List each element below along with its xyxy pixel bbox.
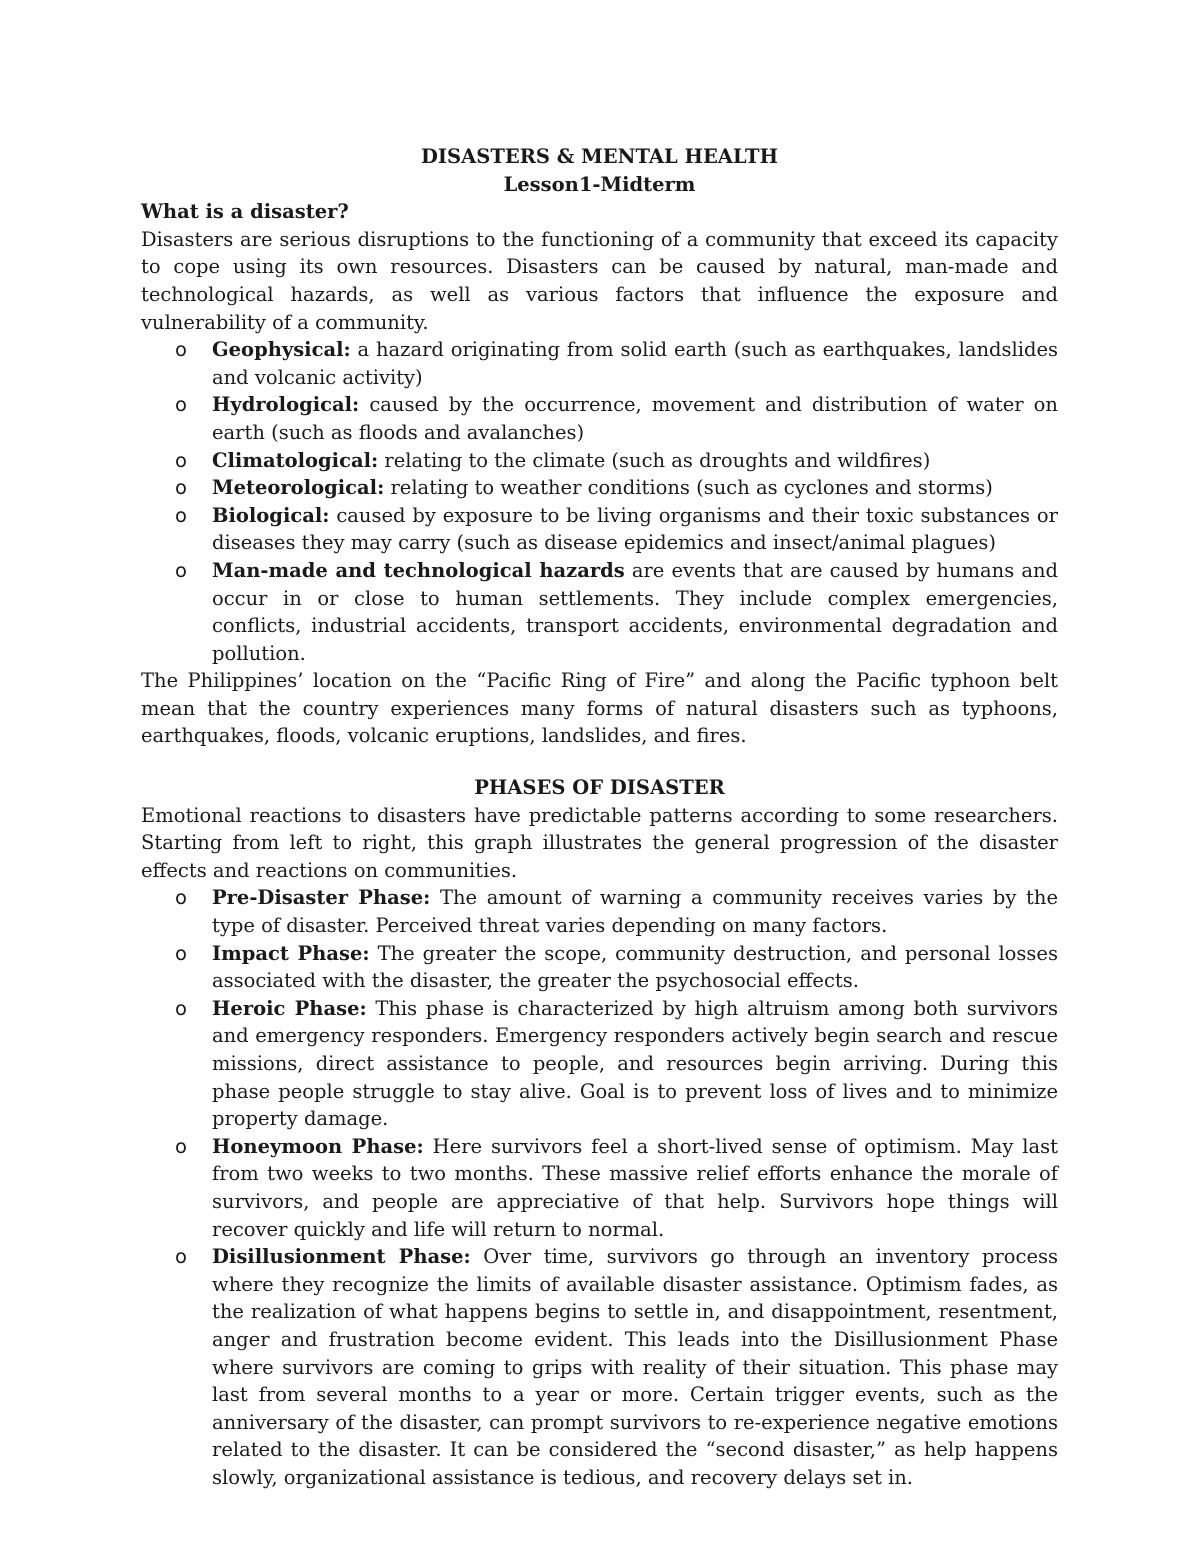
list-item-term: Pre-Disaster Phase: bbox=[212, 886, 431, 910]
list-item-term: Disillusionment Phase: bbox=[212, 1245, 471, 1269]
bullet-marker: o bbox=[175, 1245, 187, 1269]
list-item bbox=[141, 884, 1058, 939]
list-item-term: Climatological: bbox=[212, 448, 379, 472]
section-spacer bbox=[141, 750, 1058, 774]
list-item bbox=[141, 1133, 1058, 1243]
section-heading-what-is-disaster: What is a disaster? bbox=[141, 200, 349, 224]
list-item bbox=[141, 557, 1058, 667]
list-item-text: Here survivors feel a short-lived sense of optimism. May last from two weeks to two months. These massive relief efforts enhance the morale of survivors, and people are appreciative of that help. Survivors hope things will recover quickly and life will return to normal. bbox=[212, 1134, 1058, 1241]
bullet-marker: o bbox=[175, 558, 187, 582]
bullet-marker: o bbox=[175, 476, 187, 500]
section-heading-phases: PHASES OF DISASTER bbox=[474, 776, 725, 800]
list-item-term: Biological: bbox=[212, 503, 330, 527]
list-item-term: Man-made and technological hazards bbox=[212, 558, 625, 582]
list-item-term: Impact Phase: bbox=[212, 941, 370, 965]
document-page bbox=[141, 143, 1058, 1492]
philippines-paragraph: The Philippines’ location on the “Pacific Ring of Fire” and along the Pacific typhoon belt mean that the country experiences many forms of natural disasters such as typhoons, earthquakes, floods, volcanic eruptions, landslides, and fires. bbox=[141, 669, 1058, 748]
list-item bbox=[141, 447, 1058, 475]
bullet-marker: o bbox=[175, 338, 187, 362]
list-item bbox=[141, 391, 1058, 446]
list-item-text: are events that are caused by humans and occur in or close to human settlements. They include complex emergencies, conflicts, industrial accidents, transport accidents, environmental degradation and pollution. bbox=[212, 558, 1058, 665]
bullet-marker: o bbox=[175, 886, 187, 910]
disaster-types-list bbox=[141, 336, 1058, 667]
list-item-text: a hazard originating from solid earth (such as earthquakes, landslides and volcanic activity) bbox=[212, 338, 1058, 389]
list-item-term: Heroic Phase: bbox=[212, 996, 367, 1020]
bullet-marker: o bbox=[175, 1134, 187, 1158]
list-item bbox=[141, 336, 1058, 391]
list-item bbox=[141, 1243, 1058, 1491]
bullet-marker: o bbox=[175, 941, 187, 965]
list-item bbox=[141, 474, 1058, 502]
section-intro-paragraph: Disasters are serious disruptions to the functioning of a community that exceed its capacity to cope using its own resources. Disasters can be caused by natural, man-made and technological hazards, as well as various factors that influence the exposure and vulnerability of a community. bbox=[141, 227, 1058, 334]
list-item-term: Hydrological: bbox=[212, 393, 360, 417]
bullet-marker: o bbox=[175, 448, 187, 472]
phases-intro-paragraph: Emotional reactions to disasters have predictable patterns according to some researchers. Starting from left to right, this graph illustrates the general progression of the disaster effects and reactions on communities. bbox=[141, 803, 1058, 882]
list-item bbox=[141, 940, 1058, 995]
list-item bbox=[141, 995, 1058, 1133]
list-item-text: This phase is characterized by high altruism among both survivors and emergency responders. Emergency responders actively begin search and rescue missions, direct assistance to people, and resources begin arriving. During this phase people struggle to stay alive. Goal is to prevent loss of lives and to minimize property damage. bbox=[212, 996, 1058, 1131]
list-item-text: caused by exposure to be living organisms and their toxic substances or diseases they may carry (such as disease epidemics and insect/animal plagues) bbox=[212, 503, 1058, 555]
bullet-marker: o bbox=[175, 996, 187, 1020]
list-item-text: caused by the occurrence, movement and distribution of water on earth (such as floods and avalanches) bbox=[212, 393, 1058, 444]
list-item-term: Meteorological: bbox=[212, 476, 385, 500]
list-item-term: Geophysical: bbox=[212, 338, 351, 362]
list-item-text: The amount of warning a community receives varies by the type of disaster. Perceived threat varies depending on many factors. bbox=[212, 886, 1058, 938]
list-item-term: Honeymoon Phase: bbox=[212, 1134, 424, 1158]
bullet-marker: o bbox=[175, 503, 187, 527]
bullet-marker: o bbox=[175, 393, 187, 417]
list-item-text: relating to the climate (such as droughts and wildfires) bbox=[378, 448, 931, 472]
list-item-text: relating to weather conditions (such as cyclones and storms) bbox=[384, 476, 993, 500]
list-item-text: Over time, survivors go through an inventory process where they recognize the limits of available disaster assistance. Optimism fades, as the realization of what happens begins to settle in, and disappointment, resentment, anger and frustration become evident. This leads into the Disillusionment Phase where survivors are coming to grips with reality of their situation. This phase may last from several months to a year or more. Certain trigger events, such as the anniversary of the disaster, can prompt survivors to re-experience negative emotions related to the disaster. It can be considered the “second disaster,” as help happens slowly, organizational assistance is tedious, and recovery delays set in. bbox=[212, 1245, 1058, 1489]
document-title: DISASTERS & MENTAL HEALTH bbox=[421, 145, 778, 168]
phases-list bbox=[141, 884, 1058, 1491]
list-item bbox=[141, 502, 1058, 557]
document-subtitle: Lesson1-Midterm bbox=[503, 172, 696, 196]
list-item-text: The greater the scope, community destruction, and personal losses associated with the disaster, the greater the psychosocial effects. bbox=[212, 941, 1058, 993]
